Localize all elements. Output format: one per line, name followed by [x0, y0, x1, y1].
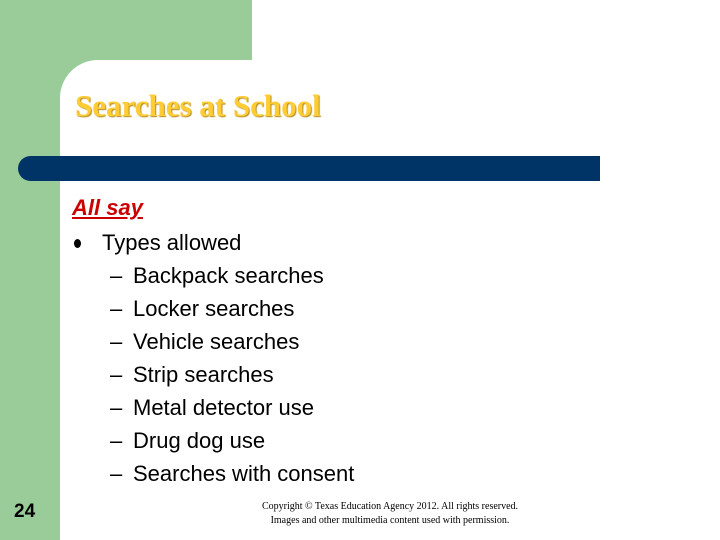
- list-item-label: Searches with consent: [133, 461, 355, 486]
- section-heading: All say: [72, 195, 143, 220]
- dash-icon: –: [110, 395, 123, 420]
- copyright-line: Copyright © Texas Education Agency 2012. All rights reserved.: [261, 501, 519, 512]
- list-item-label: Locker searches: [133, 296, 295, 321]
- dash-icon: –: [110, 296, 123, 321]
- slide-title: Searches at School: [75, 88, 321, 123]
- copyright-notice: [240, 500, 540, 528]
- bullet-item-label: Types allowed: [102, 230, 242, 255]
- permission-line: Images and other multimedia content used with permission.: [270, 515, 510, 526]
- title-divider-bar: [18, 156, 600, 181]
- dash-icon: –: [110, 428, 123, 453]
- list-item-label: Metal detector use: [133, 395, 314, 420]
- dash-icon: –: [110, 263, 123, 288]
- list-item-label: Drug dog use: [133, 428, 266, 453]
- slide-number: 24: [14, 501, 36, 522]
- dash-icon: –: [110, 461, 123, 486]
- list-item-label: Vehicle searches: [133, 329, 300, 354]
- list-item-label: Strip searches: [133, 362, 274, 387]
- dash-icon: –: [110, 329, 123, 354]
- dash-icon: –: [110, 362, 123, 387]
- bullet-item: [74, 229, 374, 257]
- bullet-dot-icon: [74, 239, 81, 248]
- list-item-label: Backpack searches: [133, 263, 324, 288]
